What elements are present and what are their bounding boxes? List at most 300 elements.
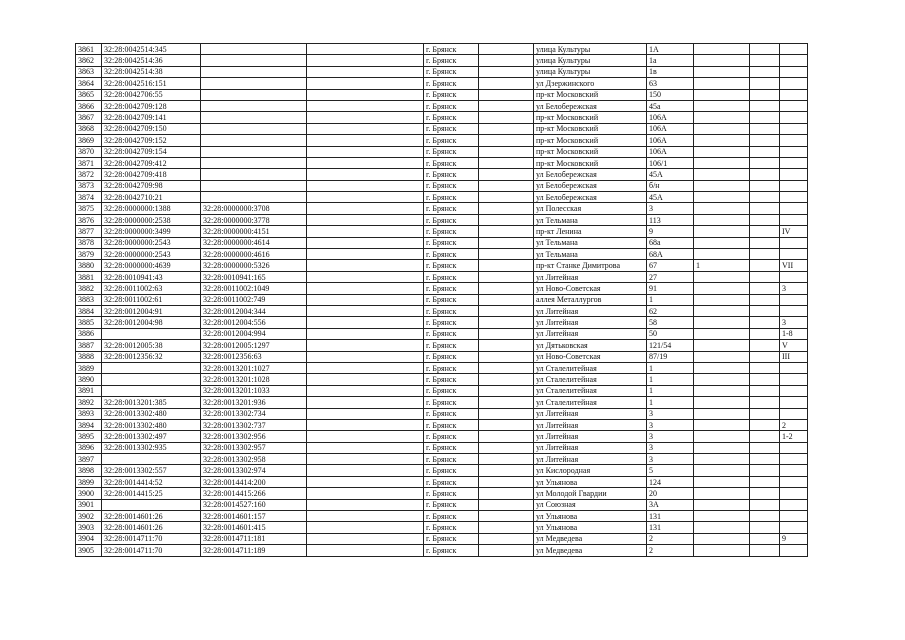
cell-premise: 9 <box>780 533 808 544</box>
table-row <box>76 180 808 191</box>
cell-premise <box>780 545 808 556</box>
table-row <box>76 488 808 499</box>
cell-premise <box>780 499 808 510</box>
cell-premise <box>780 112 808 123</box>
cell-premise <box>780 192 808 203</box>
cell-premise <box>780 249 808 260</box>
cell-building <box>694 499 750 510</box>
cell-house-number: 5 <box>647 465 694 476</box>
cell-house-number: 1 <box>647 374 694 385</box>
cell-cadastral-number: 32:28:0011002:61 <box>102 294 201 305</box>
cell-house-number: 124 <box>647 476 694 487</box>
cell-blank-column <box>307 89 424 100</box>
cell-blank-column <box>307 317 424 328</box>
cell-street: ул Дзержинского <box>534 78 647 89</box>
cell-building <box>694 454 750 465</box>
cell-premise: III <box>780 351 808 362</box>
cell-blank-column <box>307 431 424 442</box>
cell-apartment <box>750 192 780 203</box>
cell-house-number: 106/1 <box>647 157 694 168</box>
cell-building <box>694 89 750 100</box>
cell-cadastral-number-2: 32:28:0014601:415 <box>201 522 307 533</box>
cell-house-number: 62 <box>647 305 694 316</box>
cell-row-number: 3900 <box>76 488 102 499</box>
cell-street: ул Сталелитейная <box>534 385 647 396</box>
cell-blank-column <box>307 476 424 487</box>
table-row <box>76 135 808 146</box>
cell-house-number: 50 <box>647 328 694 339</box>
cell-cadastral-number-2: 32:28:0012004:994 <box>201 328 307 339</box>
cell-house-number: 2 <box>647 533 694 544</box>
cell-cadastral-number-2: 32:28:0000000:3778 <box>201 214 307 225</box>
cell-blank-column-2 <box>479 135 534 146</box>
cell-house-number: 58 <box>647 317 694 328</box>
cell-building <box>694 44 750 55</box>
cell-city: г. Брянск <box>424 123 479 134</box>
cell-cadastral-number: 32:28:0042709:150 <box>102 123 201 134</box>
cell-row-number: 3882 <box>76 283 102 294</box>
cell-cadastral-number: 32:28:0042706:55 <box>102 89 201 100</box>
cell-house-number: 91 <box>647 283 694 294</box>
cell-cadastral-number-2: 32:28:0013201:1033 <box>201 385 307 396</box>
cell-apartment <box>750 488 780 499</box>
cell-cadastral-number: 32:28:0042709:412 <box>102 157 201 168</box>
cell-cadastral-number: 32:28:0042709:154 <box>102 146 201 157</box>
table-row <box>76 511 808 522</box>
cell-apartment <box>750 78 780 89</box>
cell-house-number: 3 <box>647 442 694 453</box>
cell-street: ул Сталелитейная <box>534 362 647 373</box>
cell-blank-column-2 <box>479 66 534 77</box>
cell-street: аллея Металлургов <box>534 294 647 305</box>
cell-apartment <box>750 545 780 556</box>
cell-building <box>694 397 750 408</box>
cell-blank-column <box>307 454 424 465</box>
cell-blank-column <box>307 78 424 89</box>
cell-blank-column <box>307 123 424 134</box>
cell-apartment <box>750 180 780 191</box>
cell-row-number: 3893 <box>76 408 102 419</box>
cell-row-number: 3877 <box>76 226 102 237</box>
cell-cadastral-number: 32:28:0014415:25 <box>102 488 201 499</box>
cell-cadastral-number: 32:28:0014601:26 <box>102 511 201 522</box>
cell-premise: 1-8 <box>780 328 808 339</box>
table-row <box>76 271 808 282</box>
cell-building <box>694 488 750 499</box>
table-row <box>76 499 808 510</box>
cell-cadastral-number: 32:28:0000000:4639 <box>102 260 201 271</box>
cell-blank-column-2 <box>479 488 534 499</box>
cell-street: ул Ново-Советская <box>534 351 647 362</box>
cell-cadastral-number-2: 32:28:0014601:157 <box>201 511 307 522</box>
cell-apartment <box>750 317 780 328</box>
cell-city: г. Брянск <box>424 249 479 260</box>
cell-house-number: 131 <box>647 511 694 522</box>
cell-building <box>694 374 750 385</box>
table-row <box>76 146 808 157</box>
cell-blank-column <box>307 135 424 146</box>
cell-cadastral-number: 32:28:0013302:480 <box>102 419 201 430</box>
cell-street: ул Белобережская <box>534 192 647 203</box>
cell-blank-column-2 <box>479 249 534 260</box>
cell-apartment <box>750 408 780 419</box>
cell-street: ул Союзная <box>534 499 647 510</box>
cell-building <box>694 180 750 191</box>
cell-apartment <box>750 397 780 408</box>
cell-house-number: 106А <box>647 146 694 157</box>
cell-premise <box>780 362 808 373</box>
cell-row-number: 3901 <box>76 499 102 510</box>
cell-premise <box>780 157 808 168</box>
cell-city: г. Брянск <box>424 465 479 476</box>
cell-building <box>694 385 750 396</box>
cell-premise <box>780 305 808 316</box>
cell-cadastral-number: 32:28:0012356:32 <box>102 351 201 362</box>
cell-apartment <box>750 431 780 442</box>
cell-blank-column <box>307 66 424 77</box>
cell-building <box>694 112 750 123</box>
cell-cadastral-number: 32:28:0042514:38 <box>102 66 201 77</box>
cell-city: г. Брянск <box>424 374 479 385</box>
cell-house-number: 68а <box>647 237 694 248</box>
cell-street: ул Белобережская <box>534 180 647 191</box>
cell-blank-column-2 <box>479 180 534 191</box>
cell-cadastral-number-2: 32:28:0013201:936 <box>201 397 307 408</box>
table-row <box>76 100 808 111</box>
cell-building <box>694 317 750 328</box>
cell-city: г. Брянск <box>424 328 479 339</box>
cell-city: г. Брянск <box>424 100 479 111</box>
cell-row-number: 3872 <box>76 169 102 180</box>
cell-premise <box>780 294 808 305</box>
cell-city: г. Брянск <box>424 545 479 556</box>
cell-apartment <box>750 89 780 100</box>
cell-premise <box>780 78 808 89</box>
cell-blank-column <box>307 146 424 157</box>
cell-cadastral-number: 32:28:0013302:557 <box>102 465 201 476</box>
cell-premise <box>780 203 808 214</box>
cell-building <box>694 328 750 339</box>
cell-premise <box>780 488 808 499</box>
cell-street: ул Молодой Гвардии <box>534 488 647 499</box>
cell-blank-column-2 <box>479 123 534 134</box>
cell-street: пр-кт Московский <box>534 123 647 134</box>
cell-city: г. Брянск <box>424 78 479 89</box>
cell-house-number: 3А <box>647 499 694 510</box>
cell-apartment <box>750 465 780 476</box>
cell-premise <box>780 237 808 248</box>
cell-city: г. Брянск <box>424 214 479 225</box>
cell-premise <box>780 454 808 465</box>
cell-premise <box>780 374 808 385</box>
cell-building <box>694 203 750 214</box>
cell-cadastral-number: 32:28:0013302:480 <box>102 408 201 419</box>
cell-cadastral-number <box>102 362 201 373</box>
cell-blank-column-2 <box>479 340 534 351</box>
cell-cadastral-number-2 <box>201 112 307 123</box>
cell-premise <box>780 476 808 487</box>
cell-blank-column-2 <box>479 533 534 544</box>
cell-street: ул Медведева <box>534 545 647 556</box>
cell-blank-column-2 <box>479 454 534 465</box>
cell-city: г. Брянск <box>424 419 479 430</box>
cell-blank-column <box>307 385 424 396</box>
cell-street: ул Дятьковская <box>534 340 647 351</box>
cell-street: ул Ново-Советская <box>534 283 647 294</box>
cell-street: ул Литейная <box>534 442 647 453</box>
cell-house-number: 121/54 <box>647 340 694 351</box>
cell-cadastral-number: 32:28:0014414:52 <box>102 476 201 487</box>
cell-blank-column-2 <box>479 169 534 180</box>
cell-row-number: 3862 <box>76 55 102 66</box>
cell-premise <box>780 146 808 157</box>
cell-building <box>694 511 750 522</box>
cell-cadastral-number-2: 32:28:0012004:556 <box>201 317 307 328</box>
cell-blank-column <box>307 442 424 453</box>
cell-row-number: 3898 <box>76 465 102 476</box>
cell-row-number: 3884 <box>76 305 102 316</box>
cell-blank-column-2 <box>479 408 534 419</box>
cell-cadastral-number-2 <box>201 78 307 89</box>
cell-building <box>694 66 750 77</box>
cell-building <box>694 157 750 168</box>
cell-blank-column-2 <box>479 237 534 248</box>
cell-cadastral-number: 32:28:0013201:385 <box>102 397 201 408</box>
cell-premise <box>780 180 808 191</box>
cell-building <box>694 522 750 533</box>
cell-street: улица Культуры <box>534 55 647 66</box>
cell-street: ул Ульянова <box>534 476 647 487</box>
cell-city: г. Брянск <box>424 169 479 180</box>
cell-building <box>694 123 750 134</box>
cell-apartment <box>750 169 780 180</box>
table-row <box>76 192 808 203</box>
cell-row-number: 3867 <box>76 112 102 123</box>
table-row <box>76 169 808 180</box>
cell-building <box>694 249 750 260</box>
cell-house-number: 1А <box>647 44 694 55</box>
cell-house-number: 1 <box>647 362 694 373</box>
cell-city: г. Брянск <box>424 397 479 408</box>
cell-premise: 1-2 <box>780 431 808 442</box>
cell-blank-column-2 <box>479 112 534 123</box>
cell-blank-column <box>307 305 424 316</box>
cell-blank-column-2 <box>479 511 534 522</box>
cell-row-number: 3861 <box>76 44 102 55</box>
cell-cadastral-number: 32:28:0042709:418 <box>102 169 201 180</box>
cell-blank-column <box>307 362 424 373</box>
table-row <box>76 431 808 442</box>
cell-blank-column <box>307 511 424 522</box>
cell-premise <box>780 89 808 100</box>
table-row <box>76 283 808 294</box>
cell-street: ул Литейная <box>534 431 647 442</box>
cell-house-number: 150 <box>647 89 694 100</box>
cell-cadastral-number: 32:28:0014711:70 <box>102 545 201 556</box>
cell-blank-column-2 <box>479 442 534 453</box>
cell-blank-column <box>307 397 424 408</box>
cell-cadastral-number-2 <box>201 44 307 55</box>
cell-row-number: 3880 <box>76 260 102 271</box>
cell-city: г. Брянск <box>424 180 479 191</box>
cell-row-number: 3876 <box>76 214 102 225</box>
table-row <box>76 55 808 66</box>
cell-cadastral-number <box>102 374 201 385</box>
cell-street: ул Литейная <box>534 454 647 465</box>
table-row <box>76 305 808 316</box>
cell-city: г. Брянск <box>424 260 479 271</box>
cell-premise <box>780 385 808 396</box>
cell-row-number: 3870 <box>76 146 102 157</box>
cell-building <box>694 192 750 203</box>
cell-blank-column-2 <box>479 476 534 487</box>
cell-cadastral-number: 32:28:0000000:1388 <box>102 203 201 214</box>
cell-cadastral-number-2: 32:28:0013302:958 <box>201 454 307 465</box>
table-row <box>76 214 808 225</box>
cell-house-number: б/н <box>647 180 694 191</box>
cell-apartment <box>750 112 780 123</box>
cell-street: улица Культуры <box>534 44 647 55</box>
table-row <box>76 237 808 248</box>
cell-apartment <box>750 476 780 487</box>
cell-street: улица Культуры <box>534 66 647 77</box>
cell-row-number: 3881 <box>76 271 102 282</box>
cell-building <box>694 294 750 305</box>
cell-cadastral-number-2: 32:28:0013302:974 <box>201 465 307 476</box>
cell-apartment <box>750 340 780 351</box>
cell-apartment <box>750 100 780 111</box>
cell-street: ул Тельмана <box>534 249 647 260</box>
cell-apartment <box>750 511 780 522</box>
cell-cadastral-number-2: 32:28:0012004:344 <box>201 305 307 316</box>
cell-street: ул Полесская <box>534 203 647 214</box>
cell-house-number: 106А <box>647 123 694 134</box>
cell-apartment <box>750 237 780 248</box>
cell-street: ул Литейная <box>534 305 647 316</box>
cell-city: г. Брянск <box>424 283 479 294</box>
cell-house-number: 9 <box>647 226 694 237</box>
cell-cadastral-number <box>102 499 201 510</box>
cell-cadastral-number: 32:28:0042709:98 <box>102 180 201 191</box>
cell-cadastral-number-2 <box>201 180 307 191</box>
cell-house-number: 3 <box>647 203 694 214</box>
cell-house-number: 1 <box>647 397 694 408</box>
cell-building: 1 <box>694 260 750 271</box>
cell-apartment <box>750 135 780 146</box>
cell-row-number: 3891 <box>76 385 102 396</box>
cell-city: г. Брянск <box>424 362 479 373</box>
cell-apartment <box>750 385 780 396</box>
cell-street: пр-кт Московский <box>534 135 647 146</box>
cell-premise: 3 <box>780 317 808 328</box>
cell-city: г. Брянск <box>424 66 479 77</box>
cell-cadastral-number: 32:28:0042514:345 <box>102 44 201 55</box>
cell-blank-column <box>307 169 424 180</box>
cell-row-number: 3886 <box>76 328 102 339</box>
cell-blank-column <box>307 100 424 111</box>
cell-premise <box>780 511 808 522</box>
cell-apartment <box>750 419 780 430</box>
cell-apartment <box>750 442 780 453</box>
cell-cadastral-number-2: 32:28:0014711:189 <box>201 545 307 556</box>
cell-house-number: 2 <box>647 545 694 556</box>
cell-city: г. Брянск <box>424 476 479 487</box>
cell-blank-column <box>307 44 424 55</box>
cell-city: г. Брянск <box>424 442 479 453</box>
cell-cadastral-number-2: 32:28:0014711:181 <box>201 533 307 544</box>
cell-street: ул Кислородная <box>534 465 647 476</box>
cell-cadastral-number-2: 32:28:0013201:1028 <box>201 374 307 385</box>
cell-apartment <box>750 55 780 66</box>
cell-street: ул Литейная <box>534 271 647 282</box>
cell-house-number: 1а <box>647 55 694 66</box>
cell-apartment <box>750 294 780 305</box>
cell-building <box>694 465 750 476</box>
cell-apartment <box>750 283 780 294</box>
table-row <box>76 408 808 419</box>
cell-blank-column-2 <box>479 192 534 203</box>
table-row <box>76 89 808 100</box>
cell-building <box>694 283 750 294</box>
cell-building <box>694 135 750 146</box>
cell-street: ул Белобережская <box>534 169 647 180</box>
cell-premise <box>780 271 808 282</box>
cell-house-number: 113 <box>647 214 694 225</box>
table-row <box>76 260 808 271</box>
table-row <box>76 465 808 476</box>
cell-apartment <box>750 362 780 373</box>
cell-row-number: 3892 <box>76 397 102 408</box>
cell-blank-column-2 <box>479 157 534 168</box>
cell-blank-column <box>307 192 424 203</box>
cell-apartment <box>750 374 780 385</box>
cell-city: г. Брянск <box>424 44 479 55</box>
cell-row-number: 3878 <box>76 237 102 248</box>
cell-row-number: 3896 <box>76 442 102 453</box>
cell-cadastral-number-2: 32:28:0011002:749 <box>201 294 307 305</box>
cell-blank-column <box>307 351 424 362</box>
cell-cadastral-number: 32:28:0010941:43 <box>102 271 201 282</box>
cell-premise <box>780 100 808 111</box>
cell-building <box>694 78 750 89</box>
cell-cadastral-number-2 <box>201 146 307 157</box>
cell-premise <box>780 442 808 453</box>
cell-cadastral-number-2: 32:28:0000000:3708 <box>201 203 307 214</box>
cell-cadastral-number: 32:28:0012004:91 <box>102 305 201 316</box>
cell-cadastral-number: 32:28:0042709:141 <box>102 112 201 123</box>
cell-city: г. Брянск <box>424 511 479 522</box>
cell-building <box>694 442 750 453</box>
cell-building <box>694 214 750 225</box>
table-row <box>76 476 808 487</box>
cell-building <box>694 476 750 487</box>
cell-building <box>694 237 750 248</box>
cell-blank-column-2 <box>479 351 534 362</box>
cell-apartment <box>750 249 780 260</box>
cell-cadastral-number-2: 32:28:0014414:200 <box>201 476 307 487</box>
cell-premise: IV <box>780 226 808 237</box>
cell-cadastral-number: 32:28:0042514:36 <box>102 55 201 66</box>
cell-apartment <box>750 271 780 282</box>
cell-city: г. Брянск <box>424 112 479 123</box>
cell-apartment <box>750 328 780 339</box>
cell-blank-column <box>307 340 424 351</box>
cell-row-number: 3885 <box>76 317 102 328</box>
cell-city: г. Брянск <box>424 294 479 305</box>
cell-apartment <box>750 214 780 225</box>
table-row <box>76 249 808 260</box>
cell-blank-column <box>307 294 424 305</box>
